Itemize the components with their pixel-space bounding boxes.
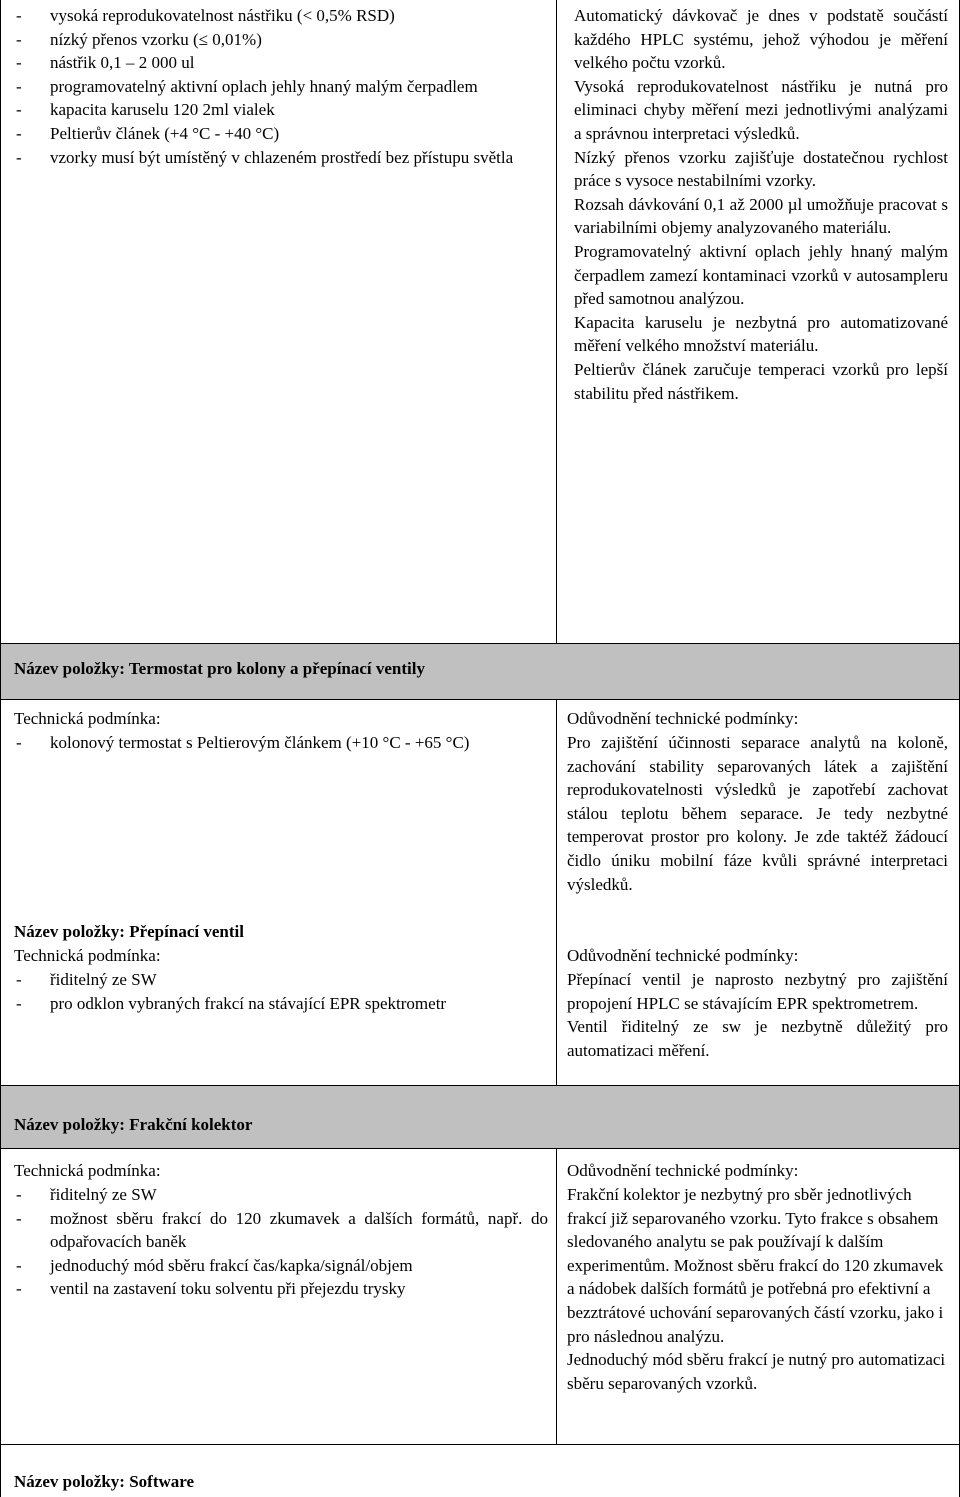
row-line-1: [0, 643, 960, 644]
list-item: - vzorky musí být umístěný v chlazeném prostředí bez přístupu světla: [12, 146, 548, 170]
justification-paragraph: Ventil řiditelný ze sw je nezbytně důležitý pro automatizaci měření.: [567, 1017, 948, 1060]
valve-title: Název položky: Přepínací ventil: [14, 922, 244, 941]
list-item: - pro odklon vybraných frakcí na stávající EPR spektrometr: [12, 992, 548, 1016]
list-item: - vysoká reprodukovatelnost nástřiku (< 0,5% RSD): [12, 4, 548, 28]
list-item: - programovatelný aktivní oplach jehly hnaný malým čerpadlem: [12, 75, 548, 99]
collector-title: Název položky: Frakční kolektor: [14, 1115, 253, 1134]
list-item: - kolonový termostat s Peltierovým článkem (+10 °C - +65 °C): [12, 731, 548, 755]
thermostat-spec-list: [12, 731, 548, 755]
valve-spec-list: [12, 968, 548, 1015]
column-divider-thermostat: [556, 699, 557, 1085]
justification-paragraph: Programovatelný aktivní oplach jehly hnaný malým čerpadlem zamezí kontaminaci vzorků v autosampleru před samotnou analýzou.: [574, 241, 948, 309]
justification-paragraph: Peltierův článek zaručuje temperaci vzorků pro lepší stabilitu před nástřikem.: [574, 359, 948, 403]
top-right-cell: [574, 4, 948, 405]
justification-paragraph: Automatický dávkovač je dnes v podstatě součástí každého HPLC systému, jehož výhodou je měření velkého počtu vzorků.: [574, 6, 948, 73]
row-line-2: [0, 699, 960, 700]
list-item: - řiditelný ze SW: [12, 968, 548, 992]
collector-spec-list: [12, 1183, 548, 1301]
list-item: - Peltierův článek (+4 °C - +40 °C): [12, 122, 548, 146]
collector-justification-label: Odůvodnění technické podmínky:: [567, 1161, 799, 1180]
thermostat-justification-label: Odůvodnění technické podmínky:: [567, 709, 799, 728]
row-line-3: [0, 1085, 960, 1086]
list-item: - jednoduchý mód sběru frakcí čas/kapka/signál/objem: [12, 1254, 548, 1278]
valve-justification-label: Odůvodnění technické podmínky:: [567, 946, 799, 965]
column-divider-top: [556, 0, 557, 643]
autosampler-spec-list: [12, 4, 548, 169]
row-line-5: [0, 1444, 960, 1445]
thermostat-title: Název položky: Termostat pro kolony a přepínací ventily: [14, 659, 425, 678]
list-item: - nástřik 0,1 – 2 000 ul: [12, 51, 548, 75]
justification-paragraph: Rozsah dávkování 0,1 až 2000 µl umožňuje pracovat s variabilními objemy analyzovaného materiálu.: [574, 194, 948, 238]
row-line-4: [0, 1148, 960, 1149]
justification-paragraph: Jednoduchý mód sběru frakcí je nutný pro automatizaci sběru separovaných vzorků.: [567, 1350, 946, 1393]
software-title: Název položky: Software: [14, 1472, 195, 1491]
thermostat-justification-cell: [567, 731, 948, 896]
justification-paragraph: Frakční kolektor je nezbytný pro sběr jednotlivých frakcí již separovaného vzorku. Tyto frakce s obsahem sledovaného analytu se pak používají k dalším experimentům. Možnost sběru frakcí do 120 zkumavek a nádobek dalších formátů je potřebná pro efektivní a bezztrátové uchování separovaných částí vzorku, jako i pro následnou analýzu.: [567, 1185, 944, 1346]
table-border-left: [0, 0, 1, 1497]
valve-justification-cell: [567, 968, 948, 1062]
collector-tech-cell: [12, 1183, 548, 1301]
justification-paragraph: Vysoká reprodukovatelnost nástřiku je nutná pro eliminaci chyby měření mezi jednotlivými analýzami a správnou interpretaci výsledků.: [574, 76, 948, 143]
justification-paragraph: Pro zajištění účinnosti separace analytů na koloně, zachování stability separovaných látek a zajištění reprodukovatelnosti výsledků je zapotřebí zachovat stálou teplotu během separace. Je tedy nezbytné temperovat prostor pro kolony. Je zde taktéž žádoucí čidlo úniku mobilní fáze kvůli správné interpretaci výsledků.: [567, 733, 948, 894]
thermostat-tech-cell: [12, 731, 548, 755]
list-item: - kapacita karuselu 120 2ml vialek: [12, 98, 548, 122]
top-left-cell: [12, 4, 548, 169]
list-item: - nízký přenos vzorku (≤ 0,01%): [12, 28, 548, 52]
list-item: - možnost sběru frakcí do 120 zkumavek a dalších formátů, např. do odpařovacích baněk: [12, 1207, 548, 1254]
justification-paragraph: Kapacita karuselu je nezbytná pro automatizované měření velkého množství materiálu.: [574, 312, 948, 356]
justification-paragraph: Přepínací ventil je naprosto nezbytný pro zajištění propojení HPLC se stávajícím EPR spektrometrem.: [567, 970, 948, 1013]
justification-paragraph: Nízký přenos vzorku zajišťuje dostatečnou rychlost práce s vysoce nestabilními vzorky.: [574, 147, 948, 191]
column-divider-collector: [556, 1148, 557, 1444]
valve-tech-label: Technická podmínka:: [14, 946, 161, 965]
collector-tech-label: Technická podmínka:: [14, 1161, 161, 1180]
collector-justification-cell: [567, 1183, 948, 1395]
thermostat-tech-label: Technická podmínka:: [14, 709, 161, 728]
list-item: - řiditelný ze SW: [12, 1183, 548, 1207]
valve-tech-cell: [12, 968, 548, 1015]
list-item: - ventil na zastavení toku solventu při přejezdu trysky: [12, 1277, 548, 1301]
